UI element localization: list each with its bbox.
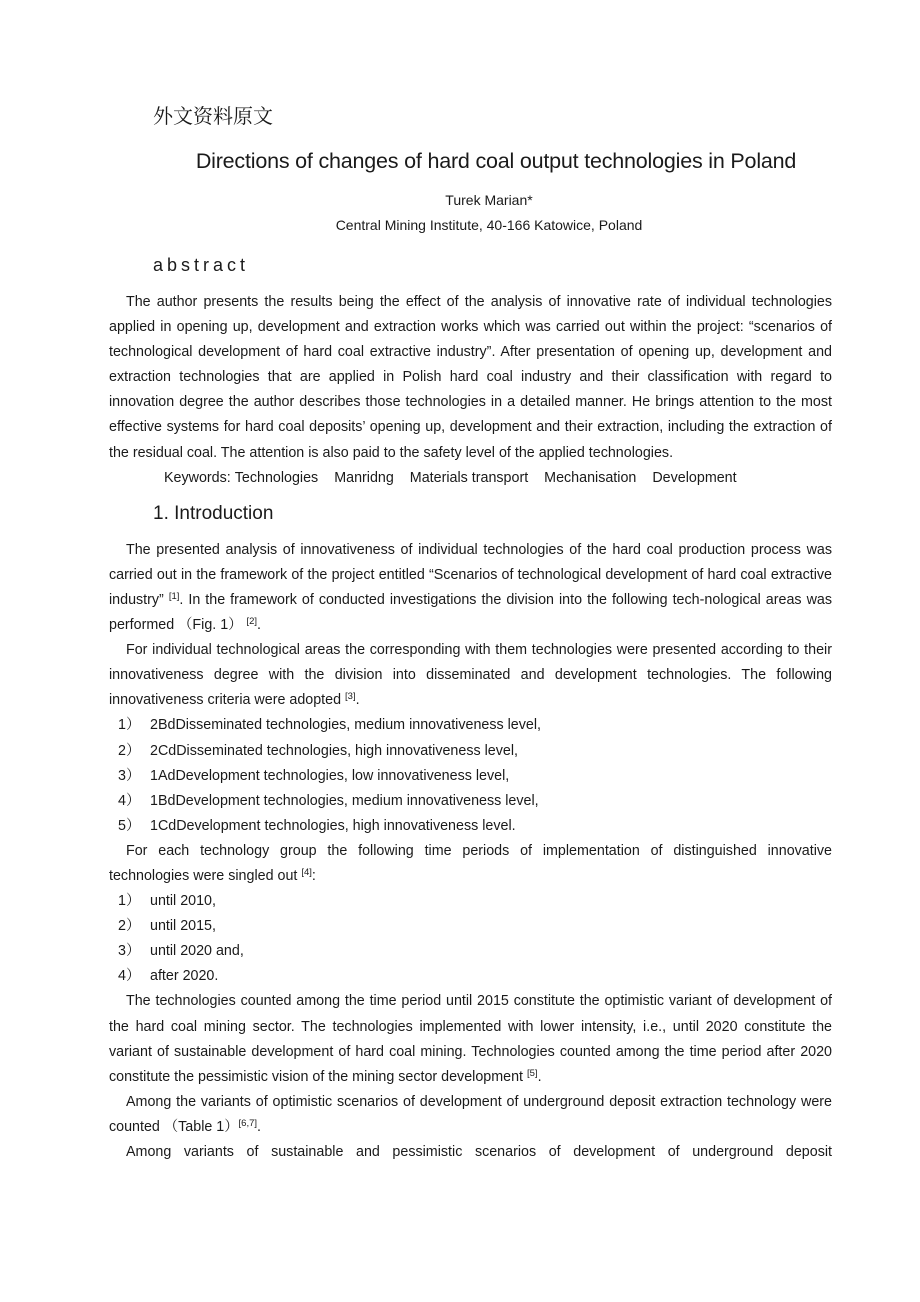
list-text: until 2015, — [150, 918, 216, 935]
introduction-heading: 1. Introduction — [153, 502, 274, 524]
list-number: 1） — [118, 717, 141, 734]
text-run: . — [537, 1068, 542, 1085]
keywords-label: Keywords: — [164, 469, 231, 486]
paper-title: Directions of changes of hard coal output technologies in Poland — [195, 149, 797, 173]
list-text: 1AdDevelopment technologies, low innovativeness level, — [150, 767, 510, 784]
section-label: 外文资料原文 — [153, 104, 273, 128]
periods-list — [109, 889, 832, 989]
list-text: 2CdDisseminated technologies, high innovativeness level, — [150, 742, 518, 759]
text-run: The technologies counted among the time period until 2015 constitute the optimistic variant of development of the hard coal mining sector. The technologies implemented with lower intensity, i.e., until 2020 constitute the variant of sustainable development of hard coal mining. Technologies counted among the time period after 2020 constitute the pessimistic vision of the mining sector development — [109, 993, 832, 1085]
list-item — [109, 789, 832, 814]
list-item — [109, 939, 832, 964]
list-item — [109, 713, 832, 738]
author-affiliation: Central Mining Institute, 40-166 Katowice, Poland — [335, 217, 643, 233]
list-number: 3） — [118, 767, 141, 784]
text-run: . — [257, 1118, 262, 1135]
text-run: . In the framework of conducted investigations the division into the following tech-nological areas was performed （Fig. 1） — [109, 591, 832, 634]
keyword-item: Development — [652, 469, 737, 486]
citation-ref: [4] — [301, 866, 312, 878]
list-number: 4） — [118, 968, 141, 985]
intro-paragraph-1 — [109, 538, 832, 638]
list-item — [109, 739, 832, 764]
list-number: 2） — [118, 742, 141, 759]
abstract-heading: abstract — [153, 255, 250, 275]
list-item — [109, 889, 832, 914]
list-number: 1） — [118, 893, 141, 910]
list-number: 4） — [118, 792, 141, 809]
list-text: 1CdDevelopment technologies, high innovativeness level. — [150, 817, 516, 834]
citation-ref: [6,7] — [238, 1117, 258, 1129]
list-text: until 2020 and, — [150, 943, 244, 960]
list-item — [109, 964, 832, 989]
list-item — [109, 914, 832, 939]
criteria-list — [109, 713, 832, 838]
list-text: 2BdDisseminated technologies, medium innovativeness level, — [150, 717, 541, 734]
intro-paragraph-4 — [109, 989, 832, 1089]
text-run: . — [355, 692, 360, 709]
text-run: For each technology group the following time periods of implementation of distinguished innovative technologies were singled out — [109, 842, 832, 884]
document-body — [109, 290, 832, 1165]
intro-paragraph-5 — [109, 1090, 832, 1140]
citation-ref: [2] — [246, 616, 258, 628]
citation-ref: [5] — [527, 1067, 538, 1079]
list-number: 5） — [118, 817, 141, 834]
text-run: For individual technological areas the corresponding with them technologies were presented according to their innovativeness degree with the division into disseminated and development technologies. The following innovativeness criteria were adopted — [109, 642, 832, 709]
keyword-item: Materials transport — [409, 469, 529, 486]
intro-paragraph-6: Among variants of sustainable and pessimistic scenarios of development of underground deposit — [126, 1144, 832, 1160]
list-item — [109, 764, 832, 789]
keyword-item: Manridng — [334, 469, 394, 486]
list-text: after 2020. — [150, 968, 219, 985]
text-run: The presented analysis of innovativeness of individual technologies of the hard coal production process was carried out in the framework of the project entitled “Scenarios of technological development of hard coal extractive industry” — [109, 541, 832, 608]
text-run: . — [257, 617, 262, 634]
author-name: Turek Marian* — [445, 192, 533, 208]
list-item — [109, 814, 832, 839]
list-text: 1BdDevelopment technologies, medium innovativeness level, — [150, 792, 539, 809]
intro-paragraph-2 — [109, 638, 832, 713]
citation-ref: [3] — [345, 691, 356, 703]
text-run: Among the variants of optimistic scenarios of development of underground deposit extraction technology were counted （Table 1） — [109, 1093, 832, 1135]
abstract-paragraph: The author presents the results being the effect of the analysis of innovative rate of individual technologies applied in opening up, development and extraction works which was carried out within the project: “scenarios of technological development of hard coal extractive industry”. After presentation of opening up, development and extraction technologies that are applied in Polish hard coal industry and their classification with regard to innovation degree the author describes those technologies in a detailed manner. He brings attention to the most effective systems for hard coal deposits’ opening up, development and their extraction, including the extraction of the residual coal. The attention is also paid to the safety level of the applied technologies. — [109, 294, 832, 461]
keyword-item: Technologies — [234, 469, 319, 486]
list-number: 2） — [118, 918, 141, 935]
list-text: until 2010, — [150, 893, 216, 910]
list-number: 3） — [118, 943, 141, 960]
keyword-item: Mechanisation — [544, 469, 637, 486]
keywords-line — [109, 466, 832, 491]
citation-ref: [1] — [168, 590, 180, 602]
intro-paragraph-3 — [109, 839, 832, 889]
text-run: : — [311, 867, 316, 884]
